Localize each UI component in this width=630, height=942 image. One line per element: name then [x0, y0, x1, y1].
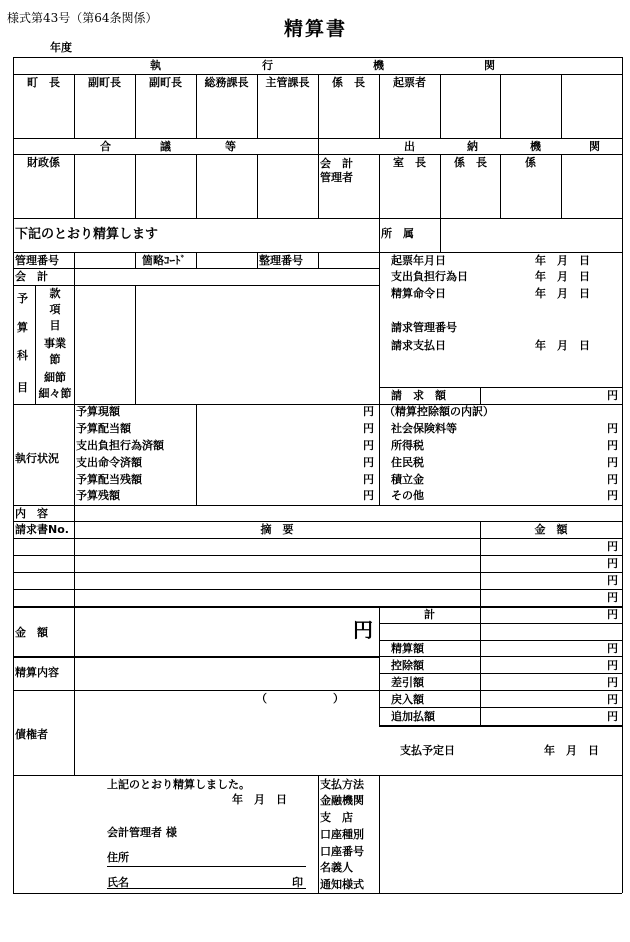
fiscal-year-label: 年度 — [50, 41, 72, 54]
yen-unit: 円 — [607, 659, 618, 672]
grid-line-v — [196, 404, 197, 505]
settlement-content-label: 精算内容 — [15, 666, 59, 679]
grid-line-v — [379, 775, 380, 893]
grid-line-h — [13, 521, 622, 522]
invoice-number-label: 請求書No. — [15, 523, 69, 536]
grid-line-h — [13, 268, 379, 269]
grid-line-v — [74, 252, 75, 268]
grid-line-v — [135, 154, 136, 218]
date-row-label: 起票年月日 — [391, 254, 446, 267]
deduction-row: 社会保険料等 — [391, 422, 457, 435]
exec-status-row: 予算現額 — [76, 405, 120, 418]
grid-line-h — [107, 866, 306, 867]
yen-unit: 円 — [607, 540, 618, 553]
exec-title-char: 行 — [262, 59, 273, 72]
exec-status-row: 予算配当残額 — [76, 473, 142, 486]
treasury-col-label: 室 長 — [393, 156, 426, 169]
amount-label: 金 額 — [15, 626, 48, 639]
content-label: 内 容 — [15, 507, 48, 520]
paren-close: ） — [333, 692, 344, 705]
grid-line-v — [257, 252, 258, 268]
approver-col-label: 起票者 — [393, 76, 426, 89]
account-label: 会 計 — [15, 270, 48, 283]
grid-line-h — [13, 285, 379, 286]
management-number-label: 管理番号 — [15, 254, 59, 267]
grid-line-v — [257, 154, 258, 218]
budget-item-char: 目 — [17, 381, 28, 394]
settlement-row: 精算額 — [391, 642, 424, 655]
frame-right — [622, 57, 623, 893]
date-row-label: 精算命令日 — [391, 287, 446, 300]
yen-unit: 円 — [363, 456, 374, 469]
grid-line-h — [13, 606, 622, 608]
claim-amount-label: 請 求 額 — [391, 389, 446, 402]
payment-info-label: 口座番号 — [320, 845, 364, 858]
department-label: 所 属 — [381, 227, 414, 240]
date-row-label: 支出負担行為日 — [391, 270, 468, 283]
yen-unit: 円 — [607, 693, 618, 706]
grid-line-h — [379, 707, 622, 708]
grid-line-v — [135, 285, 136, 404]
settlement-row: 控除額 — [391, 659, 424, 672]
grid-line-h — [107, 888, 306, 889]
lead-text: 下記のとおり精算します — [15, 227, 159, 242]
settled-statement: 上記のとおり精算しました。 — [107, 778, 250, 791]
exec-status-row: 支出命令済額 — [76, 456, 142, 469]
grid-line-h — [13, 656, 379, 658]
settled-date: 年 月 日 — [232, 793, 287, 806]
exec-status-row: 予算配当額 — [76, 422, 131, 435]
budget-item-char: 科 — [17, 349, 28, 362]
approver-col-label: 副町長 — [88, 76, 121, 89]
yen-unit: 円 — [363, 405, 374, 418]
grid-line-v — [561, 74, 562, 138]
payment-info-label: 通知様式 — [320, 878, 364, 891]
yen-unit: 円 — [607, 489, 618, 502]
payment-info-label: 支 店 — [320, 811, 353, 824]
yen-unit: 円 — [607, 439, 618, 452]
budget-item-label: 細々節 — [38, 387, 72, 400]
grid-line-h — [13, 218, 622, 219]
treasury-title-char: 機 — [530, 140, 541, 153]
grid-line-v — [480, 387, 481, 404]
grid-line-v — [74, 285, 75, 404]
name-label: 氏名 — [107, 876, 129, 889]
date-value: 年 月 日 — [535, 254, 590, 267]
grid-line-v — [196, 252, 197, 268]
budget-item-label: 事業 — [44, 337, 66, 350]
exec-status-row: 予算残額 — [76, 489, 120, 502]
yen-unit: 円 — [607, 608, 618, 621]
approver-col-label: 係 長 — [332, 76, 365, 89]
settlement-row: 戻入額 — [391, 693, 424, 706]
yen-unit: 円 — [607, 574, 618, 587]
yen-unit: 円 — [607, 473, 618, 486]
grid-line-v — [74, 154, 75, 218]
grid-line-h — [13, 538, 622, 539]
treasury-title-char: 関 — [589, 140, 600, 153]
address-label: 住所 — [107, 851, 129, 864]
exec-title-char: 機 — [373, 59, 384, 72]
budget-item-char: 算 — [17, 321, 28, 334]
creditor-label: 債権者 — [15, 728, 48, 741]
yen-unit: 円 — [607, 557, 618, 570]
payment-info-label: 支払方法 — [320, 778, 364, 791]
treasury-col-label: 係 長 — [454, 156, 487, 169]
finance-col-label: 財政係 — [27, 156, 60, 169]
approver-col-label: 副町長 — [149, 76, 182, 89]
grid-line-v — [500, 74, 501, 138]
grid-line-h — [379, 656, 622, 657]
yen-unit: 円 — [607, 456, 618, 469]
exec-title-char: 執 — [150, 59, 161, 72]
abbr-code-label: 箇略ｺｰﾄﾞ — [142, 254, 186, 267]
payment-info-label: 金融機関 — [320, 794, 364, 807]
grid-line-h — [379, 623, 622, 624]
accounting-manager-addressee: 会計管理者 様 — [107, 826, 177, 839]
yen-unit: 円 — [607, 389, 618, 402]
date-row-label: 請求管理番号 — [391, 321, 457, 334]
deduction-row: 積立金 — [391, 473, 424, 486]
payment-info-label: 口座種別 — [320, 828, 364, 841]
grid-line-v — [318, 138, 319, 218]
amount-header: 金 額 — [534, 523, 568, 536]
payment-date-label: 支払予定日 — [400, 744, 455, 757]
yen-unit: 円 — [607, 591, 618, 604]
council-title-char: 議 — [160, 140, 171, 153]
approver-col-label: 町 長 — [27, 76, 60, 89]
budget-item-label: 項 — [49, 303, 61, 316]
grid-line-h — [13, 589, 622, 590]
treasury-title-char: 出 — [404, 140, 415, 153]
yen-unit: 円 — [363, 439, 374, 452]
council-title-char: 合 — [100, 140, 111, 153]
approver-col-label: 主管課長 — [265, 76, 310, 89]
yen-unit: 円 — [363, 489, 374, 502]
frame-top — [13, 57, 622, 58]
budget-item-label: 款 — [49, 287, 61, 300]
settlement-row: 追加払額 — [391, 710, 435, 723]
deduction-row: 所得税 — [391, 439, 424, 452]
grid-line-h — [13, 572, 622, 573]
grid-line-v — [74, 404, 75, 505]
date-value: 年 月 日 — [535, 287, 590, 300]
grid-line-h — [379, 673, 622, 674]
exec-title-char: 関 — [484, 59, 495, 72]
frame-left — [13, 57, 14, 893]
seal-label: 印 — [292, 876, 303, 889]
grid-line-h — [379, 690, 622, 691]
council-title-char: 等 — [225, 140, 236, 153]
grid-line-v — [318, 775, 319, 893]
summary-header: 摘 要 — [260, 523, 294, 536]
amount-yen-unit: 円 — [353, 618, 373, 642]
budget-item-char: 予 — [17, 292, 28, 305]
grid-line-v — [440, 74, 441, 138]
grid-line-v — [379, 218, 380, 252]
grid-line-h — [379, 387, 622, 388]
deduction-breakdown-title: （精算控除額の内訳） — [384, 405, 494, 418]
grid-line-h — [13, 505, 622, 506]
accounting-manager-label: 会 計 管理者 — [320, 157, 353, 184]
deduction-row: その他 — [391, 489, 424, 502]
grid-line-h — [13, 690, 379, 691]
settlement-row: 差引額 — [391, 676, 424, 689]
yen-unit: 円 — [607, 676, 618, 689]
grid-line-v — [74, 505, 75, 521]
treasury-col-label: 係 — [525, 156, 536, 169]
budget-item-label: 節 — [49, 353, 61, 366]
form-number: 様式第43号（第64条関係） — [7, 11, 158, 25]
date-value: 年 月 日 — [535, 270, 590, 283]
deduction-row: 住民税 — [391, 456, 424, 469]
budget-item-label: 細節 — [44, 371, 66, 384]
yen-unit: 円 — [607, 710, 618, 723]
grid-line-h — [13, 555, 622, 556]
grid-line-v — [135, 252, 136, 268]
budget-item-label: 目 — [49, 319, 61, 332]
grid-line-h — [379, 640, 622, 641]
payment-date-value: 年 月 日 — [544, 744, 599, 757]
yen-unit: 円 — [363, 422, 374, 435]
page-title: 精算書 — [284, 18, 348, 40]
frame-bottom — [13, 893, 622, 894]
grid-line-v — [379, 252, 380, 505]
payment-info-label: 名義人 — [320, 861, 353, 874]
treasury-title-char: 納 — [467, 140, 478, 153]
date-value: 年 月 日 — [535, 339, 590, 352]
date-row-label: 請求支払日 — [391, 339, 446, 352]
yen-unit: 円 — [607, 422, 618, 435]
grid-line-v — [318, 252, 319, 268]
grid-line-v — [561, 154, 562, 218]
grid-line-h — [379, 725, 622, 727]
grid-line-v — [440, 218, 441, 252]
yen-unit: 円 — [363, 473, 374, 486]
yen-unit: 円 — [607, 642, 618, 655]
grid-line-v — [196, 154, 197, 218]
exec-status-row: 支出負担行為済額 — [76, 439, 164, 452]
paren-open: （ — [256, 692, 267, 705]
approver-col-label: 総務課長 — [204, 76, 249, 89]
grid-line-v — [74, 268, 75, 285]
total-label: 計 — [424, 608, 435, 621]
exec-status-label: 執行状況 — [15, 452, 59, 465]
reference-number-label: 整理番号 — [259, 254, 303, 267]
